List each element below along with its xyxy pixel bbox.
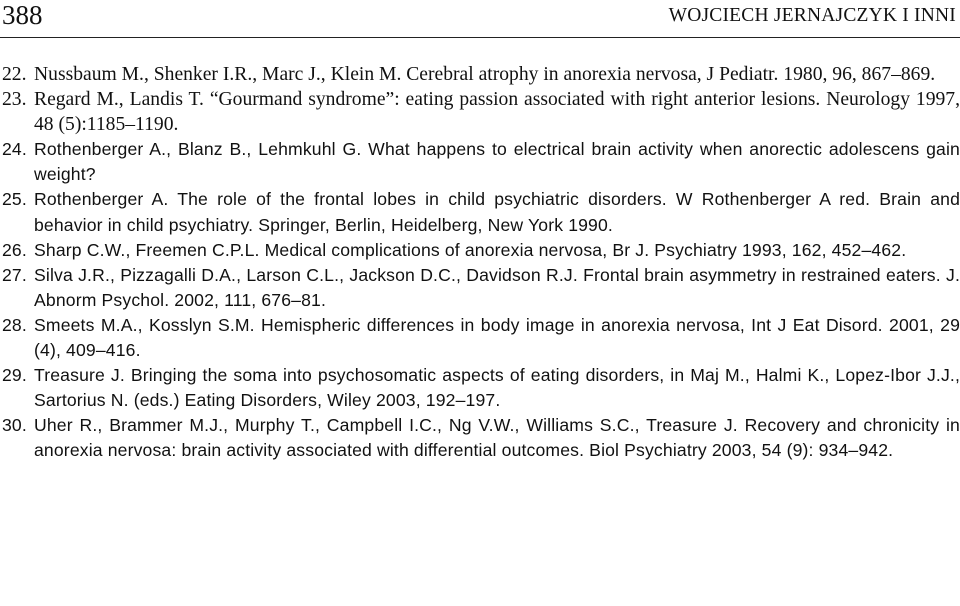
reference-item	[0, 263, 960, 313]
reference-text: Smeets M.A., Kosslyn S.M. Hemispheric differences in body image in anorexia nervosa, Int J Eat Disord. 2001, 29 (4), 409–416.	[34, 314, 960, 361]
reference-item	[0, 62, 960, 87]
reference-item	[0, 187, 960, 237]
reference-item	[0, 87, 960, 137]
page-header	[0, 0, 960, 44]
reference-text: Nussbaum M., Shenker I.R., Marc J., Klein M. Cerebral atrophy in anorexia nervosa, J Pediatr. 1980, 96, 867–869.	[34, 64, 936, 85]
running-head: WOJCIECH JERNAJCZYK I INNI	[668, 5, 956, 26]
reference-text: Uher R., Brammer M.J., Murphy T., Campbell I.C., Ng V.W., Williams S.C., Treasure J. Recovery and chronicity in anorexia nervosa: brain activity associated with differential outcomes. Biol Psychiatry 2003, 54 (9): 934–942.	[34, 415, 960, 461]
reference-number: 22.	[2, 64, 27, 85]
reference-number: 30.	[2, 415, 27, 436]
reference-number: 23.	[2, 89, 27, 111]
reference-text: Rothenberger A., Blanz B., Lehmkuhl G. What happens to electrical brain activity when anorectic adolescens gain weight?	[34, 139, 960, 185]
reference-text: Silva J.R., Pizzagalli D.A., Larson C.L., Jackson D.C., Davidson R.J. Frontal brain asymmetry in restrained eaters. J. Abnorm Psychol. 2002, 111, 676–81.	[34, 264, 960, 310]
reference-item	[0, 137, 960, 187]
reference-item	[0, 363, 960, 413]
reference-list	[0, 62, 960, 464]
reference-item	[0, 413, 960, 463]
reference-number: 27.	[2, 264, 27, 285]
reference-number: 25.	[2, 189, 27, 210]
header-rule	[0, 37, 960, 38]
reference-number: 26.	[2, 239, 27, 260]
reference-item	[0, 238, 960, 263]
reference-number: 24.	[2, 139, 27, 160]
reference-text: Rothenberger A. The role of the frontal lobes in child psychiatric disorders. W Rothenberger A red. Brain and behavior in child psychiatry. Springer, Berlin, Heidelberg, New York 1990.	[34, 189, 960, 235]
page-number: 388	[2, 0, 43, 30]
reference-number: 29.	[2, 365, 27, 386]
reference-text: Regard M., Landis T. “Gourmand syndrome”: eating passion associated with right anterior lesions. Neurology 1997, 48 (5):1185–1190.	[34, 89, 960, 136]
reference-text: Treasure J. Bringing the soma into psychosomatic aspects of eating disorders, in Maj M., Halmi K., Lopez-Ibor J.J., Sartorius N. (eds.) Eating Disorders, Wiley 2003, 192–197.	[34, 365, 960, 411]
reference-item	[0, 313, 960, 363]
reference-number: 28.	[2, 314, 27, 335]
reference-text: Sharp C.W., Freemen C.P.L. Medical complications of anorexia nervosa, Br J. Psychiatry 1993, 162, 452–462.	[34, 239, 907, 260]
